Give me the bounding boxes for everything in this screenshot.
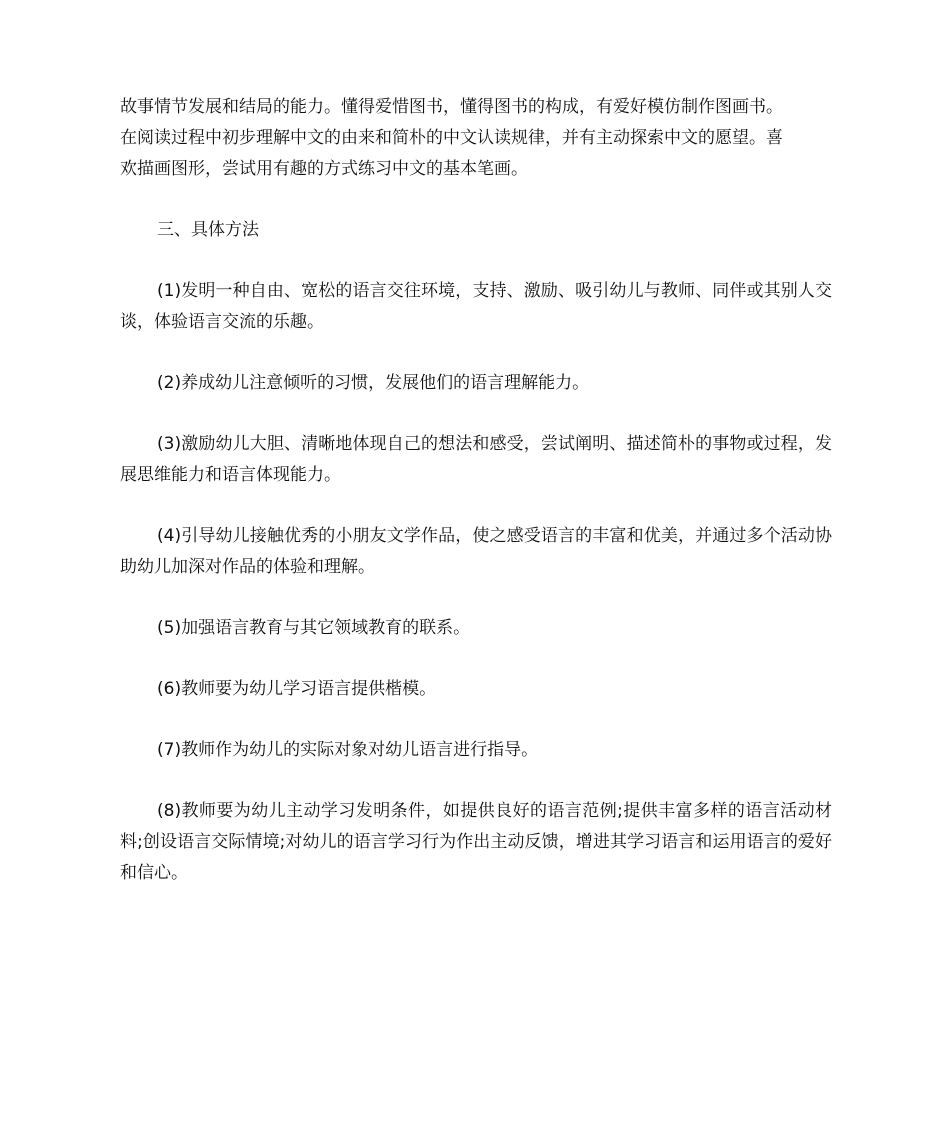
intro-paragraph bbox=[120, 92, 832, 185]
method-item-5: (5)加强语言教育与其它领域教育的联系。 bbox=[157, 618, 471, 638]
intro-line: 欢描画图形，尝试用有趣的方式练习中文的基本笔画。 bbox=[120, 159, 528, 179]
intro-line: 故事情节发展和结局的能力。懂得爱惜图书，懂得图书的构成，有爱好模仿制作图画书。 bbox=[120, 97, 783, 117]
method-item-7: (7)教师作为幼儿的实际对象对幼儿语言进行指导。 bbox=[157, 740, 539, 760]
method-item-6: (6)教师要为幼儿学习语言提供楷模。 bbox=[157, 679, 437, 699]
method-item-3: (3)激励幼儿大胆、清晰地体现自己的想法和感受，尝试阐明、描述简朴的事物或过程，发展思维能力和语言体现能力。 bbox=[120, 434, 832, 485]
section-heading: 三、具体方法 bbox=[157, 220, 259, 240]
method-item-4: (4)引导幼儿接触优秀的小朋友文学作品，使之感受语言的丰富和优美，并通过多个活动协助幼儿加深对作品的体验和理解。 bbox=[120, 526, 832, 577]
document-page bbox=[120, 92, 832, 889]
method-item-2: (2)养成幼儿注意倾听的习惯，发展他们的语言理解能力。 bbox=[157, 373, 590, 393]
method-item-8: (8)教师要为幼儿主动学习发明条件，如提供良好的语言范例;提供丰富多样的语言活动材料;创设语言交际情境;对幼儿的语言学习行为作出主动反馈，增进其学习语言和运用语言的爱好和信心。 bbox=[120, 801, 832, 883]
method-item-1: (1)发明一种自由、宽松的语言交往环境，支持、激励、吸引幼儿与教师、同伴或其别人交谈，体验语言交流的乐趣。 bbox=[120, 281, 832, 332]
intro-line: 在阅读过程中初步理解中文的由来和简朴的中文认读规律，并有主动探索中文的愿望。喜 bbox=[120, 128, 783, 148]
